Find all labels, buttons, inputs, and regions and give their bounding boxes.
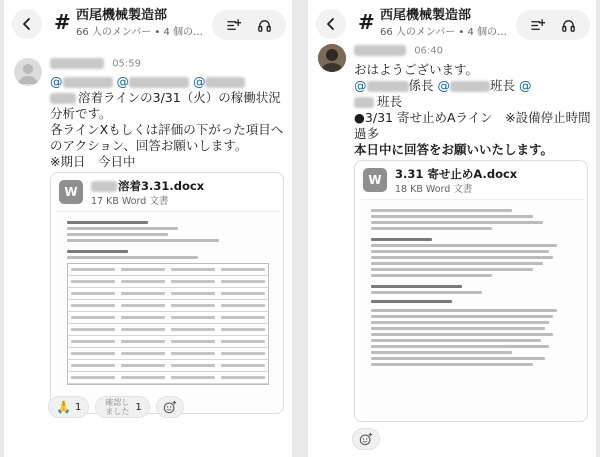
document-preview [57, 211, 279, 411]
sender-avatar[interactable] [14, 58, 42, 86]
message-body [50, 74, 286, 170]
reaction-pill[interactable]: 🙏 1 [48, 396, 89, 418]
left-screenshot-panel [4, 0, 292, 457]
add-reaction-button[interactable] [352, 428, 380, 450]
message-line: ※期日 今日中 [50, 154, 136, 169]
message-line: 各ラインXもしくは評価の下がった項目へ [50, 122, 284, 137]
headphones-icon[interactable] [257, 18, 272, 33]
file-name: 3.31 寄せ止めA.docx [395, 167, 518, 181]
file-meta: 18 KB Word 文書 [395, 184, 473, 195]
channel-subtitle[interactable]: 66 人のメンバー • 4 個の… [76, 27, 204, 38]
message-line: のアクション、回答お願いします。 [50, 138, 248, 153]
list-filter-icon[interactable] [530, 18, 545, 33]
add-reaction-icon [163, 400, 177, 414]
message-sender-row [354, 45, 443, 57]
mention-line: @ 係長 @ 班長 @ [354, 78, 532, 93]
default-avatar-icon [14, 58, 42, 86]
redacted-sender-name[interactable] [50, 58, 104, 69]
header-actions [212, 10, 286, 40]
reactions-row [48, 396, 184, 418]
channel-name[interactable]: 西尾機械製造部 [380, 8, 472, 23]
message-body [354, 62, 590, 158]
message-line: 過多 [354, 126, 380, 141]
right-screenshot-panel [308, 0, 596, 457]
word-file-icon: W [363, 168, 387, 192]
message-bold-line: 本日中に回答をお願いいたします。 [354, 142, 554, 157]
reaction-pill[interactable]: 確認しました 1 [95, 396, 149, 418]
reactions-row [352, 428, 380, 450]
word-file-icon: W [59, 180, 83, 204]
channel-header [4, 0, 292, 50]
add-reaction-icon [359, 432, 373, 446]
document-preview [361, 199, 583, 419]
message-line: 分析です。 [50, 106, 112, 121]
message-sender-row [50, 58, 141, 70]
message-line: ●3/31 寄せ止めAライン ※設備停止時間 [354, 110, 591, 125]
redacted-sender-name[interactable] [354, 45, 406, 56]
file-name: 溶着3.31.docx [91, 178, 204, 194]
message-line: 班長 [354, 94, 590, 110]
file-meta: 17 KB Word 文書 [91, 196, 169, 207]
sender-avatar[interactable] [318, 44, 346, 72]
message-line: 溶着ラインの3/31（火）の稼働状況 [50, 90, 286, 106]
file-attachment[interactable] [354, 160, 588, 422]
message-time: 06:40 [414, 45, 444, 57]
file-attachment[interactable] [50, 172, 284, 414]
add-reaction-button[interactable] [156, 396, 184, 418]
hash-icon: # [358, 10, 375, 34]
chevron-left-icon [20, 17, 34, 31]
back-button[interactable] [316, 9, 346, 39]
message-line: おはようございます。 [354, 62, 479, 77]
channel-subtitle[interactable]: 66 人のメンバー • 4 個の… [380, 27, 508, 38]
channel-name[interactable]: 西尾機械製造部 [76, 8, 168, 23]
chevron-left-icon [324, 17, 338, 31]
list-filter-icon[interactable] [226, 18, 241, 33]
headphones-icon[interactable] [561, 18, 576, 33]
photo-avatar-icon [318, 44, 346, 72]
hash-icon: # [54, 10, 71, 34]
header-actions [516, 10, 590, 40]
message-time: 05:59 [112, 58, 142, 70]
channel-header [308, 0, 596, 50]
back-button[interactable] [12, 9, 42, 39]
mention-line: @ @ @ [50, 74, 286, 90]
